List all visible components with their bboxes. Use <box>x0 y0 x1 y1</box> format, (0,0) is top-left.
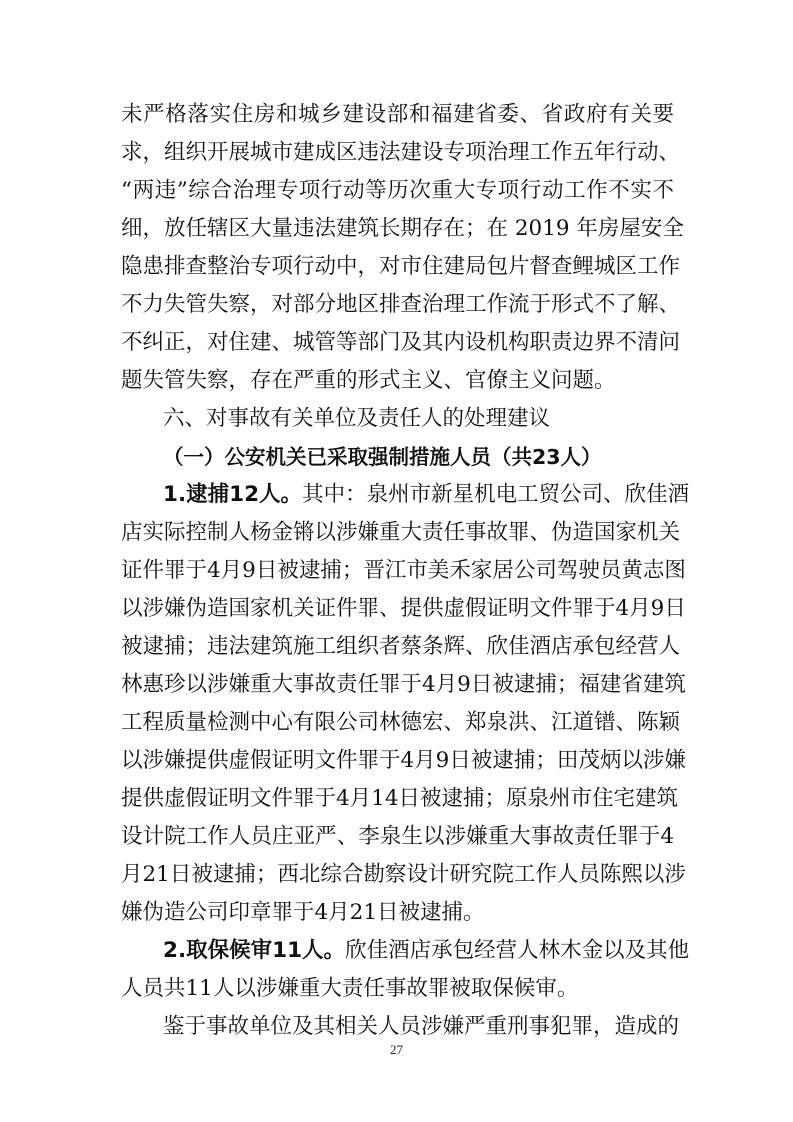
body-text-line: 店实际控制人杨金锵以涉嫌重大责任事故罪、伪造国家机关 <box>121 520 681 545</box>
closing-line: 鉴于事故单位及其相关人员涉嫌严重刑事犯罪，造成的 <box>163 1014 680 1039</box>
body-text-line: 被逮捕；违法建筑施工组织者蔡条辉、欣佳酒店承包经营人 <box>121 634 681 659</box>
body-text-line: 证件罪于4月9日被逮捕；晋江市美禾家居公司驾驶员黄志图 <box>121 558 686 583</box>
body-text-line: 未严格落实住房和城乡建设部和福建省委、省政府有关要 <box>121 102 674 127</box>
subsection-heading: （一）公安机关已采取强制措施人员（共23人） <box>163 445 602 469</box>
item2-first-line <box>163 931 690 971</box>
body-text-line: 提供虚假证明文件罪于4月14日被逮捕；原泉州市住宅建筑 <box>121 786 679 811</box>
body-text-line: 人员共11人以涉嫌重大责任事故罪被取保候审。 <box>121 976 579 1001</box>
body-text-line: 林惠珍以涉嫌重大事故责任罪于4月9日被逮捕；福建省建筑 <box>121 672 686 697</box>
item2-text: 欣佳酒店承包经营人林木金以及其他 <box>345 938 690 963</box>
item2-title: 2.取保候审11人。 <box>163 938 346 963</box>
body-text-line: 设计院工作人员庄亚严、李泉生以涉嫌重大事故责任罪于4 <box>121 824 674 849</box>
item1-first-line <box>163 475 690 515</box>
body-text-line: 月21日被逮捕；西北综合勘察设计研究院工作人员陈熙以涉 <box>121 862 686 887</box>
body-text-line: 以涉嫌提供虚假证明文件罪于4月9日被逮捕；田茂炳以涉嫌 <box>121 748 686 773</box>
body-text-line: 题失管失察，存在严重的形式主义、官僚主义问题。 <box>121 368 616 393</box>
body-text-line: 不纠正，对住建、城管等部门及其内设机构职责边界不清问 <box>121 330 681 355</box>
page-number: 27 <box>390 1042 403 1057</box>
body-text-line: “两违”综合治理专项行动等历次重大专项行动工作不实不 <box>121 178 674 203</box>
body-text-line: 嫌伪造公司印章罪于4月21日被逮捕。 <box>121 900 485 925</box>
section-heading: 六、对事故有关单位及责任人的处理建议 <box>163 406 551 431</box>
body-text-line: 细，放任辖区大量违法建筑长期存在；在 2019 年房屋安全 <box>121 216 684 241</box>
body-text-line: 不力失管失察，对部分地区排查治理工作流于形式不了解、 <box>121 292 681 317</box>
body-text-line: 工程质量检测中心有限公司林德宏、郑泉洪、江道镨、陈颖 <box>121 710 681 735</box>
item1-text: 其中：泉州市新星机电工贸公司、欣佳酒 <box>302 482 690 507</box>
item1-title: 1.逮捕12人。 <box>163 482 303 507</box>
body-text-line: 隐患排查整治专项行动中，对市住建局包片督查鲤城区工作 <box>121 254 681 279</box>
body-text-line: 以涉嫌伪造国家机关证件罪、提供虚假证明文件罪于4月9日 <box>121 596 686 621</box>
body-text-line: 求，组织开展城市建成区违法建设专项治理工作五年行动、 <box>121 140 681 165</box>
